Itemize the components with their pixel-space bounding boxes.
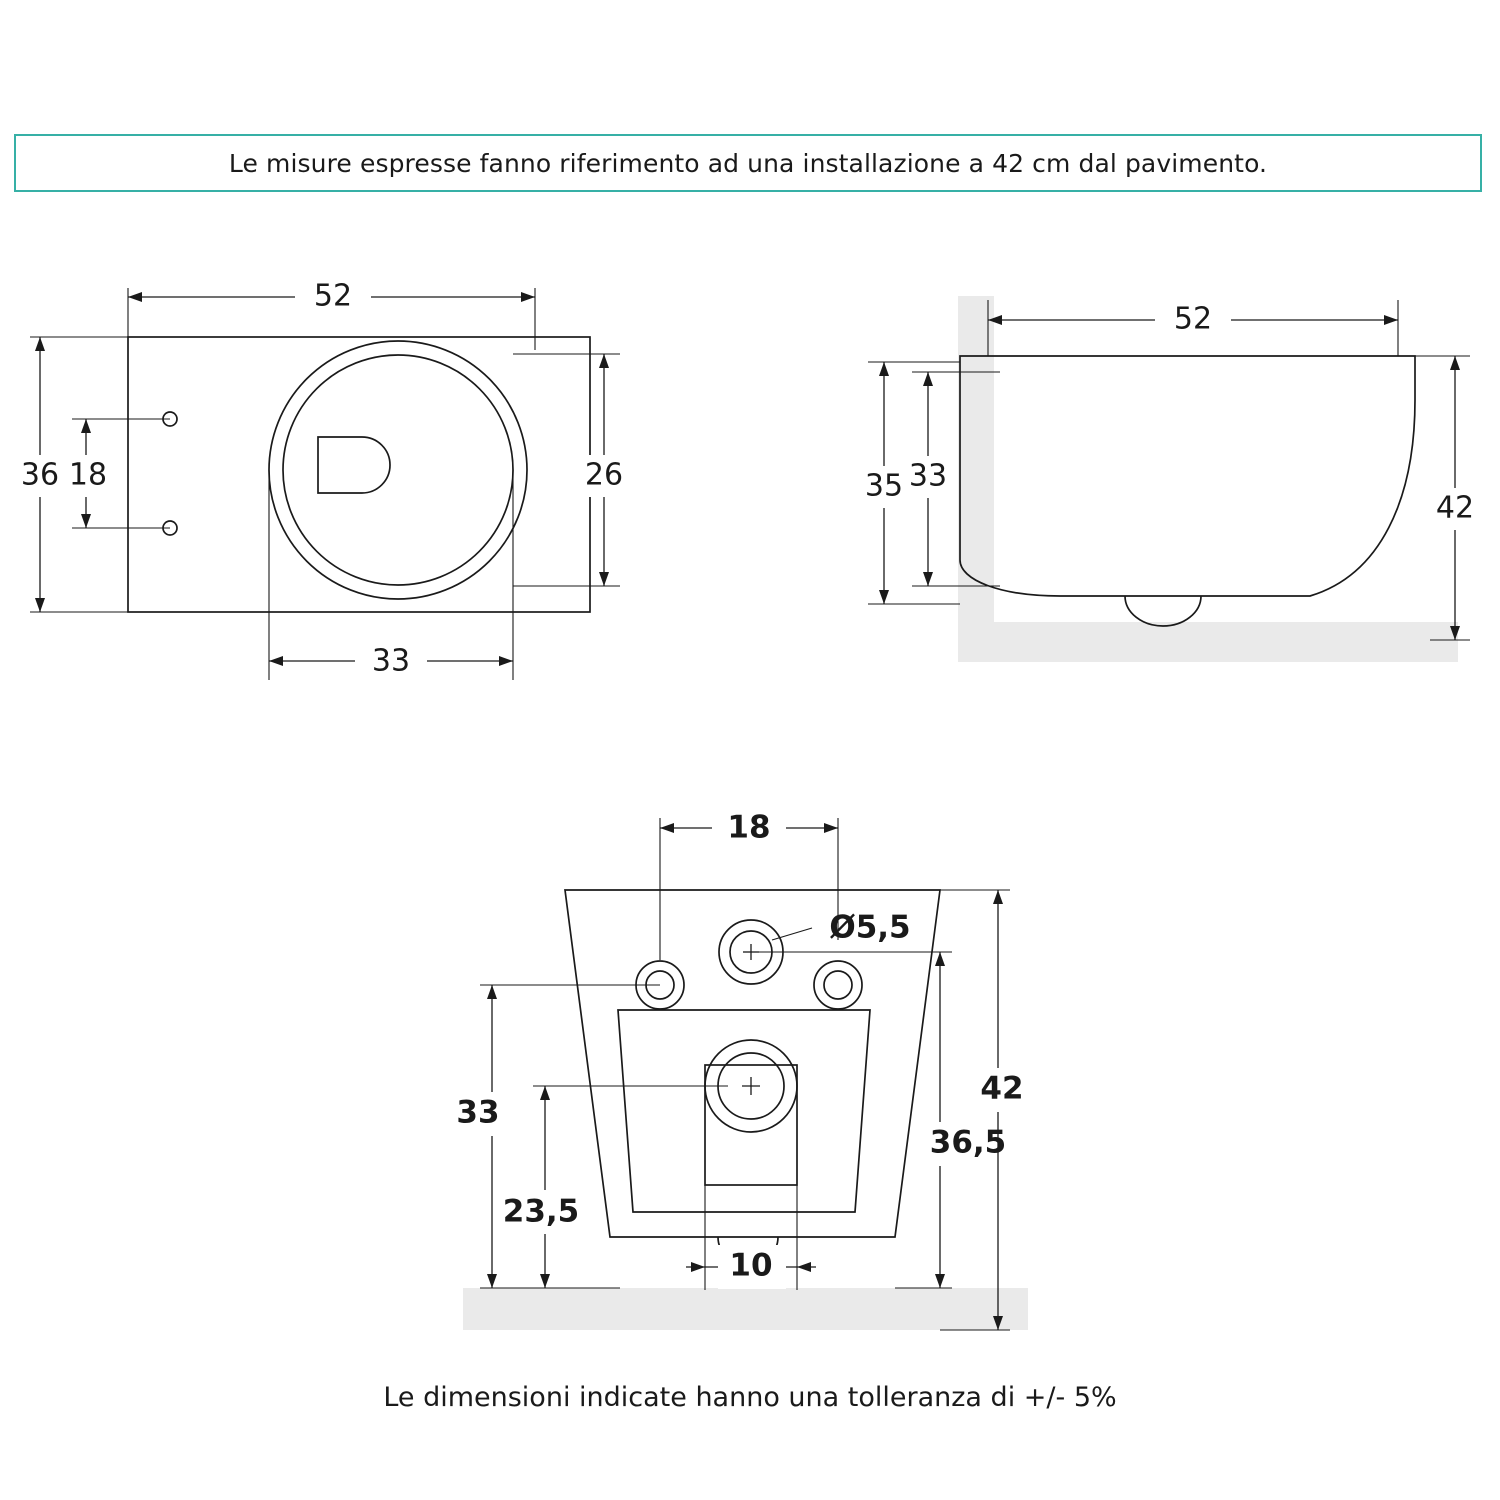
arrow <box>1450 356 1460 370</box>
arrow <box>81 514 91 528</box>
arrow <box>499 656 513 666</box>
arrow <box>935 952 945 966</box>
arrow <box>599 354 609 368</box>
arrow <box>81 419 91 433</box>
front-view-hole-right-inner <box>824 971 852 999</box>
dim-label-33-front: 33 <box>456 1094 500 1131</box>
dim-label-235: 23,5 <box>502 1193 580 1230</box>
arrow <box>35 337 45 351</box>
arrow <box>521 292 535 302</box>
top-view-flush-opening <box>318 437 390 493</box>
dim-label-52-top: 52 <box>313 278 353 314</box>
arrow <box>660 823 674 833</box>
arrow <box>599 572 609 586</box>
side-view-wall <box>958 296 994 648</box>
arrow <box>923 572 933 586</box>
dim-label-365: 36,5 <box>929 1124 1007 1161</box>
arrow <box>691 1262 705 1272</box>
side-view-floor <box>958 622 1458 662</box>
top-view <box>18 278 628 683</box>
arrow <box>269 656 283 666</box>
dim-label-33-top-view: 33 <box>371 643 411 679</box>
arrow <box>128 292 142 302</box>
arrow <box>935 1274 945 1288</box>
dim-label-35: 35 <box>864 468 904 504</box>
dim-label-18: 18 <box>68 457 108 493</box>
side-view-outlet <box>1125 596 1201 626</box>
side-view <box>860 296 1480 662</box>
arrow <box>487 1274 497 1288</box>
arrow <box>487 985 497 999</box>
arrow <box>824 823 838 833</box>
dim-label-42-front: 42 <box>980 1070 1024 1107</box>
dim-label-26: 26 <box>584 457 624 493</box>
dim-label-33-side: 33 <box>908 458 948 494</box>
arrow <box>993 890 1003 904</box>
dim-label-10: 10 <box>729 1247 773 1284</box>
top-view-outline <box>128 337 590 612</box>
arrow <box>797 1262 811 1272</box>
arrow <box>1384 315 1398 325</box>
front-view <box>440 808 1032 1330</box>
arrow <box>540 1086 550 1100</box>
dim-label-42-side: 42 <box>1435 490 1475 526</box>
info-banner-text: Le misure espresse fanno riferimento ad una installazione a 42 cm dal pavimento. <box>228 148 1268 178</box>
top-view-bowl-circle <box>269 341 527 599</box>
dim-label-diameter: Ø5,5 <box>829 909 911 946</box>
arrow <box>923 372 933 386</box>
dim-label-18-front: 18 <box>727 809 771 846</box>
dim-label-52-side: 52 <box>1173 301 1213 337</box>
side-view-outline <box>960 356 1415 596</box>
front-view-hole-right-outer <box>814 961 862 1009</box>
arrow <box>879 362 889 376</box>
arrow <box>35 598 45 612</box>
arrow <box>879 590 889 604</box>
front-view-floor <box>463 1288 1028 1330</box>
dim-label-36: 36 <box>20 457 60 493</box>
arrow <box>540 1274 550 1288</box>
tolerance-note: Le dimensioni indicate hanno una tolleranza di +/- 5% <box>383 1382 1117 1413</box>
